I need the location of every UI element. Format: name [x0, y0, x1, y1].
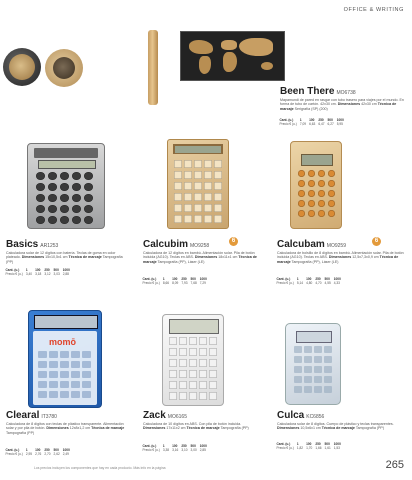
calculator-key — [328, 170, 335, 177]
product-title-calcubim: Calcubim MO9258 — [143, 239, 210, 250]
product-title-calcubam: Calcubam MO9259 — [277, 239, 346, 250]
calculator-key — [49, 371, 58, 378]
calculator-key — [48, 205, 57, 213]
calculator-key — [38, 381, 47, 388]
calculator-key — [169, 359, 177, 367]
calculator-key — [314, 386, 322, 393]
product-code: MO9258 — [190, 243, 210, 249]
calculator-key — [209, 359, 217, 367]
calculator-key — [298, 190, 305, 197]
calculator-key — [204, 193, 212, 201]
calculator-key — [304, 356, 312, 363]
calculator-key — [60, 361, 69, 368]
calculator-key — [189, 381, 197, 389]
calculator-key — [294, 366, 302, 373]
page-number: 265 — [385, 459, 404, 471]
calculator-key — [204, 204, 212, 212]
calculator-key — [184, 182, 192, 190]
calculator-key — [72, 172, 81, 180]
calculator-key — [314, 366, 322, 373]
calculator-key — [214, 171, 222, 179]
calculator-key — [328, 190, 335, 197]
calculator-key — [298, 170, 305, 177]
product-image-calcubim-calculator — [167, 139, 229, 229]
calculator-key — [84, 172, 93, 180]
calculator-key — [324, 376, 332, 383]
calculator-key — [308, 180, 315, 187]
calculator-key — [60, 172, 69, 180]
calculator-key — [298, 180, 305, 187]
calculator-key — [189, 348, 197, 356]
product-image-calcubam-calculator — [290, 141, 342, 229]
calculator-key — [71, 361, 80, 368]
calculator-key — [72, 194, 81, 202]
price-table-been-there: Cant. (u.) 1 100 250 500 1000 Precio € (u.) 7,09 6,63 6,47 6,27 5,95 — [279, 118, 344, 126]
product-code: AR1253 — [40, 243, 59, 249]
product-image-basics-calculator — [27, 143, 105, 229]
calculator-key — [71, 381, 80, 388]
calculator-key — [60, 183, 69, 191]
calculator-key — [60, 216, 69, 224]
calculator-key — [184, 171, 192, 179]
calculator-key — [36, 205, 45, 213]
calculator-key — [324, 366, 332, 373]
calculator-key — [72, 205, 81, 213]
product-image-been-there-map — [180, 31, 285, 81]
product-code: MO6738 — [336, 90, 356, 96]
calculator-key — [72, 183, 81, 191]
section-header: OFFICE & WRITING — [343, 7, 404, 13]
calculator-key — [189, 392, 197, 400]
calculator-key — [48, 216, 57, 224]
calculator-key — [209, 381, 217, 389]
calculator-key — [189, 359, 197, 367]
calculator-key — [84, 194, 93, 202]
price-table-basics: Cant. (u.) 1 100 250 500 1000 Precio € (u.) 3,40 3,18 3,12 3,03 2,88 — [5, 268, 70, 276]
clearal-brand-logo: momō — [49, 337, 76, 347]
price-table-clearal: Cant. (u.) 1 100 250 500 1000 Precio € (u.) 2,95 2,76 2,70 2,62 2,49 — [5, 448, 70, 456]
product-desc-basics: Calculadora solar de 12 dígitos con batería. Teclas de goma en color plateado. Dimensiones 15x10,5x1 cm Técnica de marcaje Tampografía (PP) — [6, 251, 123, 264]
calculator-key — [84, 216, 93, 224]
product-code: KC6856 — [306, 414, 325, 420]
calculator-key — [60, 205, 69, 213]
product-code: MO6165 — [167, 414, 187, 420]
calculator-key — [189, 370, 197, 378]
calculator-key — [209, 392, 217, 400]
product-title-zack: Zack MO6165 — [143, 410, 187, 421]
calculator-key — [36, 172, 45, 180]
product-code: IT3780 — [41, 414, 57, 420]
calculator-key — [189, 337, 197, 345]
calculator-key — [174, 193, 182, 201]
calculator-key — [72, 216, 81, 224]
calculator-key — [298, 200, 305, 207]
calculator-key — [60, 351, 69, 358]
product-title-been-there: Been There MO6738 — [280, 86, 356, 97]
calculator-key — [179, 337, 187, 345]
calculator-key — [36, 194, 45, 202]
calculator-key — [204, 182, 212, 190]
calculator-key — [60, 371, 69, 378]
calculator-key — [209, 370, 217, 378]
calculator-key — [179, 392, 187, 400]
calculator-key — [38, 351, 47, 358]
calculator-key — [49, 361, 58, 368]
calculator-key — [179, 348, 187, 356]
calculator-key — [324, 346, 332, 353]
price-table-calcubim: Cant. (u.) 1 100 250 500 1000 Precio € (u.) 8,66 8,09 7,93 7,68 7,29 — [142, 277, 207, 285]
calculator-key — [60, 391, 69, 398]
product-image-been-there-circles — [3, 43, 88, 87]
product-title-basics: Basics AR1253 — [6, 239, 59, 250]
calculator-key — [179, 381, 187, 389]
calculator-key — [49, 391, 58, 398]
calculator-key — [60, 381, 69, 388]
calculator-key — [82, 361, 91, 368]
calculator-key — [174, 215, 182, 223]
calculator-key — [318, 190, 325, 197]
calculator-key — [48, 183, 57, 191]
calculator-key — [314, 356, 322, 363]
calculator-key — [214, 182, 222, 190]
calculator-key — [169, 337, 177, 345]
calculator-key — [194, 182, 202, 190]
calculator-key — [199, 392, 207, 400]
calculator-key — [174, 171, 182, 179]
calculator-key — [60, 194, 69, 202]
calculator-key — [184, 215, 192, 223]
calculator-key — [71, 351, 80, 358]
calculator-key — [82, 391, 91, 398]
calculator-key — [294, 376, 302, 383]
calculator-key — [174, 160, 182, 168]
calculator-key — [308, 170, 315, 177]
calculator-key — [49, 351, 58, 358]
calculator-key — [199, 359, 207, 367]
calculator-key — [194, 171, 202, 179]
calculator-key — [184, 193, 192, 201]
calculator-key — [38, 371, 47, 378]
product-image-clearal-calculator — [28, 310, 102, 408]
product-title-clearal: Clearal IT3780 — [6, 410, 57, 421]
calculator-key — [318, 180, 325, 187]
calculator-key — [209, 337, 217, 345]
calculator-key — [294, 346, 302, 353]
calculator-key — [49, 381, 58, 388]
calculator-key — [174, 204, 182, 212]
calculator-key — [209, 348, 217, 356]
calculator-key — [71, 371, 80, 378]
calculator-key — [82, 381, 91, 388]
calculator-key — [194, 193, 202, 201]
calculator-key — [308, 210, 315, 217]
calculator-key — [314, 376, 322, 383]
calculator-key — [82, 371, 91, 378]
calculator-key — [169, 370, 177, 378]
product-code: MO9259 — [326, 243, 346, 249]
calculator-key — [294, 356, 302, 363]
calculator-key — [169, 381, 177, 389]
product-image-zack-calculator — [162, 314, 224, 406]
calculator-key — [304, 346, 312, 353]
calculator-key — [194, 204, 202, 212]
product-desc-clearal: Calculadora de 8 dígitos con teclas de plástico transparente. Alimentación solar y por pila de botón. Dimensiones 12x8x1,2 cm Técnica de marcaje Tampografía (PP) — [6, 422, 125, 435]
calculator-key — [204, 160, 212, 168]
calculator-key — [298, 210, 305, 217]
price-table-zack: Cant. (u.) 1 100 250 500 1000 Precio € (u.) 3,38 3,16 3,10 3,00 2,85 — [142, 444, 207, 452]
calculator-key — [214, 215, 222, 223]
calculator-key — [199, 370, 207, 378]
calculator-key — [294, 386, 302, 393]
calculator-key — [328, 210, 335, 217]
calculator-key — [304, 376, 312, 383]
calculator-key — [204, 171, 212, 179]
calculator-key — [84, 183, 93, 191]
calculator-key — [324, 356, 332, 363]
eco-badge: 6 — [372, 237, 381, 246]
calculator-key — [169, 348, 177, 356]
calculator-key — [194, 215, 202, 223]
calculator-key — [324, 386, 332, 393]
calculator-key — [304, 366, 312, 373]
calculator-key — [184, 204, 192, 212]
price-table-culca: Cant. (u.) 1 100 250 500 1000 Precio € (u.) 1,82 1,70 1,66 1,61 1,53 — [276, 442, 341, 450]
calculator-key — [308, 200, 315, 207]
calculator-key — [38, 391, 47, 398]
calculator-key — [199, 337, 207, 345]
calculator-key — [318, 200, 325, 207]
calculator-key — [38, 361, 47, 368]
calculator-key — [174, 182, 182, 190]
calculator-key — [71, 391, 80, 398]
calculator-key — [199, 381, 207, 389]
calculator-key — [199, 348, 207, 356]
calculator-key — [184, 160, 192, 168]
product-desc-calcubim: Calculadora de 12 dígitos en bambú. Alimentación solar. Pila de botón incluida (AG10). Teclas en ABS. Dimensiones 18x11x1 cm Técnica de marcaje Tampografía (PP), Láser (LE) — [143, 251, 257, 264]
product-desc-been-there: Mapamundi de pared en rasgar con tubo trasero para viajes por el mundo. En forma de tubo de cartón. 42x30 cm. Dimensiones 42x30 cm Técnica de marcaje Serigrafía (SP) (200) — [280, 98, 404, 111]
product-image-been-there-tube — [148, 30, 158, 105]
product-desc-zack: Calculadora de 10 dígitos en ABS. Con pila de botón incluida. Dimensiones 17x11x2 cm Técnica de marcaje Tampografía (PP) — [143, 422, 249, 431]
calculator-key — [318, 210, 325, 217]
calculator-key — [308, 190, 315, 197]
eco-badge: 6 — [229, 237, 238, 246]
calculator-key — [314, 346, 322, 353]
product-image-culca-calculator — [285, 323, 341, 405]
calculator-key — [214, 193, 222, 201]
price-table-calcubam: Cant. (u.) 1 100 250 500 1000 Precio € (u.) 5,14 4,80 4,70 4,55 4,33 — [276, 277, 341, 285]
calculator-key — [179, 359, 187, 367]
calculator-key — [179, 370, 187, 378]
calculator-key — [204, 215, 212, 223]
calculator-key — [48, 194, 57, 202]
calculator-key — [214, 160, 222, 168]
calculator-key — [194, 160, 202, 168]
calculator-key — [36, 216, 45, 224]
product-title-culca: Culca KC6856 — [277, 410, 325, 421]
calculator-key — [82, 351, 91, 358]
calculator-key — [214, 204, 222, 212]
footnote: Los precios incluyen los componentes que hay en cada producto. Más info en la página — [34, 466, 166, 470]
calculator-key — [328, 200, 335, 207]
calculator-key — [318, 170, 325, 177]
calculator-key — [84, 205, 93, 213]
calculator-key — [328, 180, 335, 187]
product-desc-culca: Calculadora solar de 8 dígitos. Cuerpo de plástico y teclas transparentes. Dimensiones 10,5x6x1 cm Técnica de marcaje Tampografía (PP) — [277, 422, 394, 431]
calculator-key — [304, 386, 312, 393]
calculator-key — [36, 183, 45, 191]
product-desc-calcubam: Calculadora de bolsillo de 8 dígitos en bambú. Alimentación solar. Pila de botón incluida (AG10). Teclas en ABS. Dimensiones 12,5x7,3x0,9 cm Técnica de marcaje Tampografía (PP), Láser (LE) — [277, 251, 404, 264]
calculator-key — [48, 172, 57, 180]
calculator-key — [169, 392, 177, 400]
